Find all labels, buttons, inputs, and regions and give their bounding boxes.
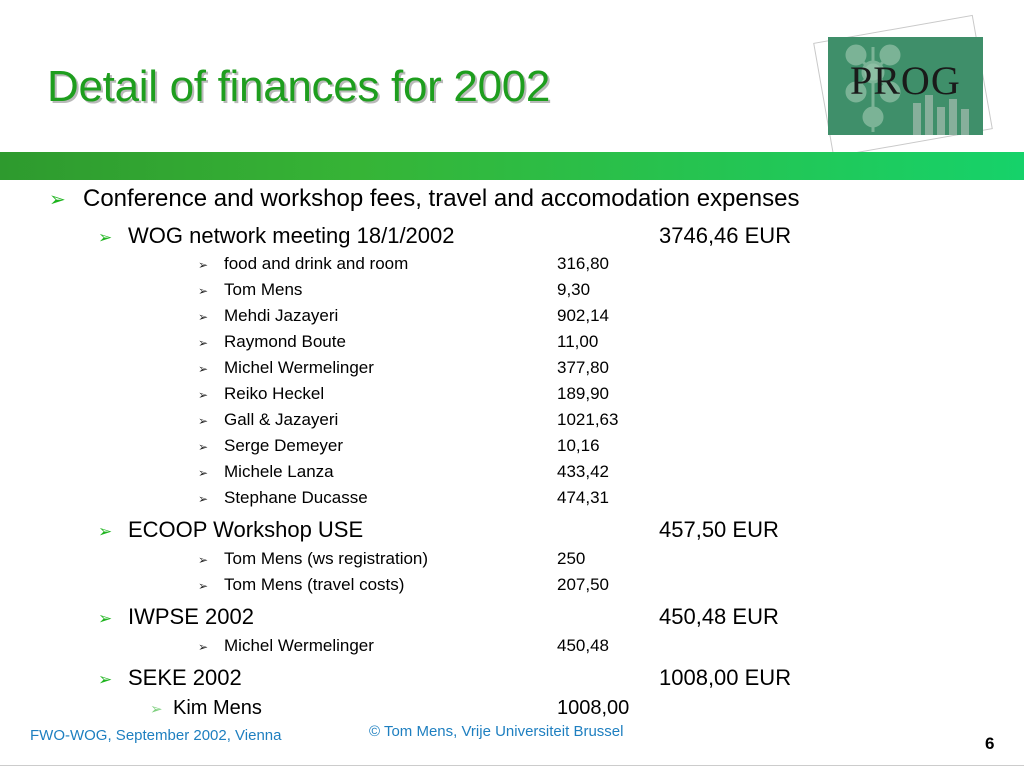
arrow-bullet-icon: ➢ — [198, 310, 209, 324]
list-item — [198, 384, 324, 404]
item-label: food and drink and room — [224, 254, 409, 273]
section-label: ECOOP Workshop USE — [128, 517, 364, 542]
section-iwpse — [98, 604, 254, 630]
list-item — [198, 332, 346, 352]
item-label: Tom Mens (ws registration) — [224, 549, 429, 568]
item-label: Tom Mens (travel costs) — [224, 575, 405, 594]
page-number: 6 — [985, 734, 995, 753]
item-amount: 10,16 — [557, 436, 600, 455]
item-amount: 189,90 — [557, 384, 609, 403]
section-ecoop — [98, 517, 363, 543]
item-amount: 1008,00 — [557, 697, 630, 719]
section-label: WOG network meeting 18/1/2002 — [128, 223, 455, 248]
list-item — [198, 575, 404, 595]
section-seke — [98, 665, 242, 691]
bottom-divider — [0, 765, 1024, 766]
list-item — [198, 488, 368, 508]
list-item — [198, 254, 408, 274]
section-amount: 1008,00 EUR — [659, 665, 792, 690]
list-item — [198, 280, 302, 300]
item-amount: 450,48 — [557, 636, 609, 655]
list-item — [198, 306, 338, 326]
arrow-bullet-icon: ➢ — [198, 388, 209, 402]
arrow-bullet-icon: ➢ — [198, 492, 209, 506]
list-item — [198, 410, 338, 430]
section-wog — [98, 223, 455, 249]
item-label: Gall & Jazayeri — [224, 410, 339, 429]
main-bullet — [49, 185, 799, 213]
list-item — [150, 697, 262, 720]
slide-title: Detail of finances for 2002 — [47, 62, 551, 111]
item-amount: 902,14 — [557, 306, 609, 325]
section-amount: 450,48 EUR — [659, 604, 779, 629]
list-item — [198, 636, 374, 656]
item-amount: 433,42 — [557, 462, 609, 481]
item-amount: 11,00 — [557, 332, 599, 351]
section-amount: 457,50 EUR — [659, 517, 779, 542]
arrow-bullet-icon: ➢ — [198, 414, 209, 428]
section-label: IWPSE 2002 — [128, 604, 254, 629]
arrow-bullet-icon: ➢ — [49, 189, 66, 211]
arrow-bullet-icon: ➢ — [198, 336, 209, 350]
arrow-bullet-icon: ➢ — [198, 579, 209, 593]
footer-event: FWO-WOG, September 2002, Vienna — [30, 727, 282, 744]
arrow-bullet-icon: ➢ — [198, 362, 209, 376]
item-amount: 1021,63 — [557, 410, 619, 429]
list-item — [198, 549, 428, 569]
item-label: Raymond Boute — [224, 332, 346, 351]
arrow-bullet-icon: ➢ — [150, 701, 163, 718]
main-bullet-text: Conference and workshop fees, travel and accomodation expenses — [83, 185, 800, 212]
logo-panel — [828, 37, 983, 135]
item-amount: 207,50 — [557, 575, 609, 594]
arrow-bullet-icon: ➢ — [98, 228, 113, 247]
arrow-bullet-icon: ➢ — [198, 440, 209, 454]
item-label: Tom Mens — [224, 280, 303, 299]
item-amount: 316,80 — [557, 254, 609, 273]
item-label: Stephane Ducasse — [224, 488, 368, 507]
arrow-bullet-icon: ➢ — [198, 258, 209, 272]
arrow-bullet-icon: ➢ — [98, 522, 113, 541]
item-label: Michel Wermelinger — [224, 358, 374, 377]
footer-copyright: © Tom Mens, Vrije Universiteit Brussel — [369, 723, 624, 740]
arrow-bullet-icon: ➢ — [198, 640, 209, 654]
list-item — [198, 436, 343, 456]
item-label: Reiko Heckel — [224, 384, 325, 403]
prog-logo — [818, 22, 998, 150]
item-amount: 9,30 — [557, 280, 591, 299]
list-item — [198, 462, 334, 482]
item-amount: 474,31 — [557, 488, 609, 507]
item-amount: 377,80 — [557, 358, 609, 377]
title-divider-bar — [0, 152, 1024, 180]
item-label: Michel Wermelinger — [224, 636, 374, 655]
arrow-bullet-icon: ➢ — [198, 553, 209, 567]
item-label: Kim Mens — [173, 697, 262, 719]
arrow-bullet-icon: ➢ — [198, 284, 209, 298]
section-amount: 3746,46 EUR — [659, 223, 792, 248]
item-label: Serge Demeyer — [224, 436, 344, 455]
arrow-bullet-icon: ➢ — [198, 466, 209, 480]
logo-text: PROG — [850, 58, 961, 103]
arrow-bullet-icon: ➢ — [98, 670, 113, 689]
item-label: Michele Lanza — [224, 462, 334, 481]
section-label: SEKE 2002 — [128, 665, 242, 690]
arrow-bullet-icon: ➢ — [98, 609, 113, 628]
item-label: Mehdi Jazayeri — [224, 306, 339, 325]
item-amount: 250 — [557, 549, 586, 568]
list-item — [198, 358, 374, 378]
